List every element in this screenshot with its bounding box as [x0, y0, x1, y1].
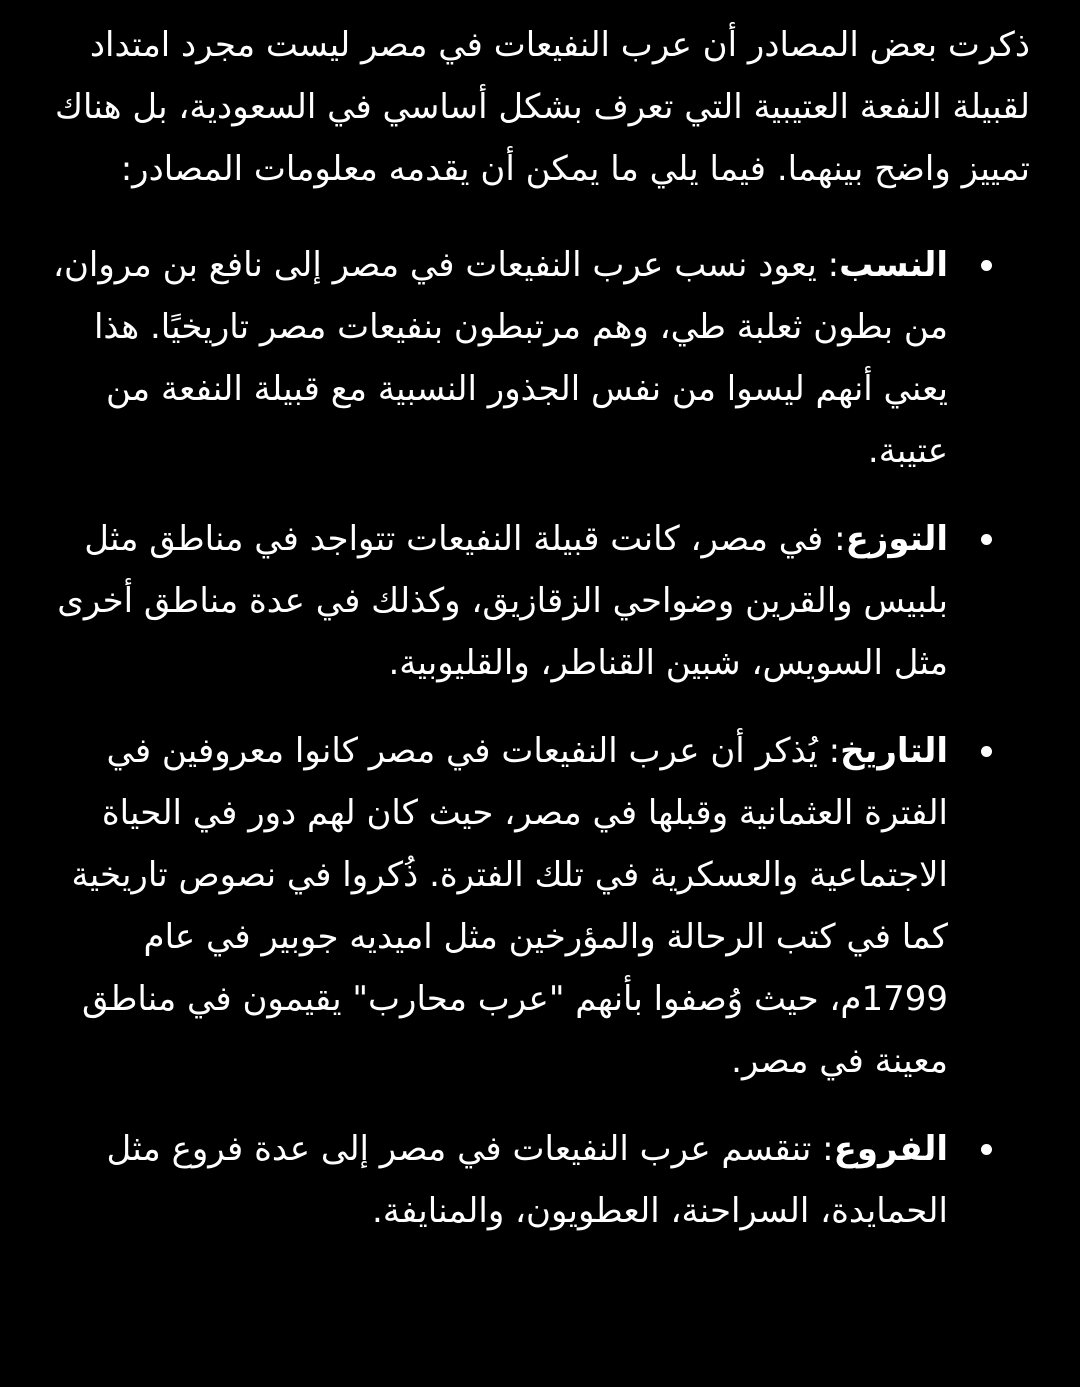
intro-paragraph: ذكرت بعض المصادر أن عرب النفيعات في مصر ليست مجرد امتداد لقبيلة النفعة العتيبية التي تعرف بشكل أساسي في السعودية، بل هناك تمييز واضح بينهما. فيما يلي ما يمكن أن يقدمه معلومات المصادر:	[54, 25, 1030, 189]
bullet-icon	[981, 260, 992, 271]
item-separator: :	[817, 731, 841, 771]
list-item-distribution	[40, 508, 1030, 694]
item-term: الفروع	[833, 1129, 948, 1169]
list-item-lineage	[40, 234, 1030, 482]
bullet-icon	[981, 1144, 992, 1155]
item-text: يُذكر أن عرب النفيعات في مصر كانوا معروفين في الفترة العثمانية وقبلها في مصر، حيث كان لهم دور في الحياة الاجتماعية والعسكرية في تلك الفترة. ذُكروا في نصوص تاريخية كما في كتب الرحالة والمؤرخين مثل اميديه جوبير في عام 1799م، حيث وُصفوا بأنهم "عرب محارب" يقيمون في مناطق معينة في مصر.	[71, 731, 948, 1081]
list-item-history	[40, 720, 1030, 1092]
item-separator: :	[823, 519, 846, 559]
item-separator: :	[811, 1129, 834, 1169]
bullet-icon	[981, 534, 992, 545]
item-term: التاريخ	[840, 731, 948, 771]
bullet-list	[40, 234, 1030, 1242]
item-text: يعود نسب عرب النفيعات في مصر إلى نافع بن مروان، من بطون ثعلبة طي، وهم مرتبطون بنفيعات مصر تاريخيًا. هذا يعني أنهم ليسوا من نفس الجذور النسبية مع قبيلة النفعة من عتيبة.	[52, 245, 948, 471]
item-text: في مصر، كانت قبيلة النفيعات تتواجد في مناطق مثل بلبيس والقرين وضواحي الزقازيق، وكذلك في عدة مناطق أخرى مثل السويس، شبين القناطر، والقليوبية.	[57, 519, 948, 683]
bullet-icon	[981, 746, 992, 757]
list-item-branches	[40, 1118, 1030, 1242]
item-term: النسب	[839, 245, 948, 285]
item-text: تنقسم عرب النفيعات في مصر إلى عدة فروع مثل الحمايدة، السراحنة، العطويون، والمنايفة.	[106, 1129, 948, 1231]
item-term: التوزع	[845, 519, 948, 559]
item-separator: :	[816, 245, 840, 285]
